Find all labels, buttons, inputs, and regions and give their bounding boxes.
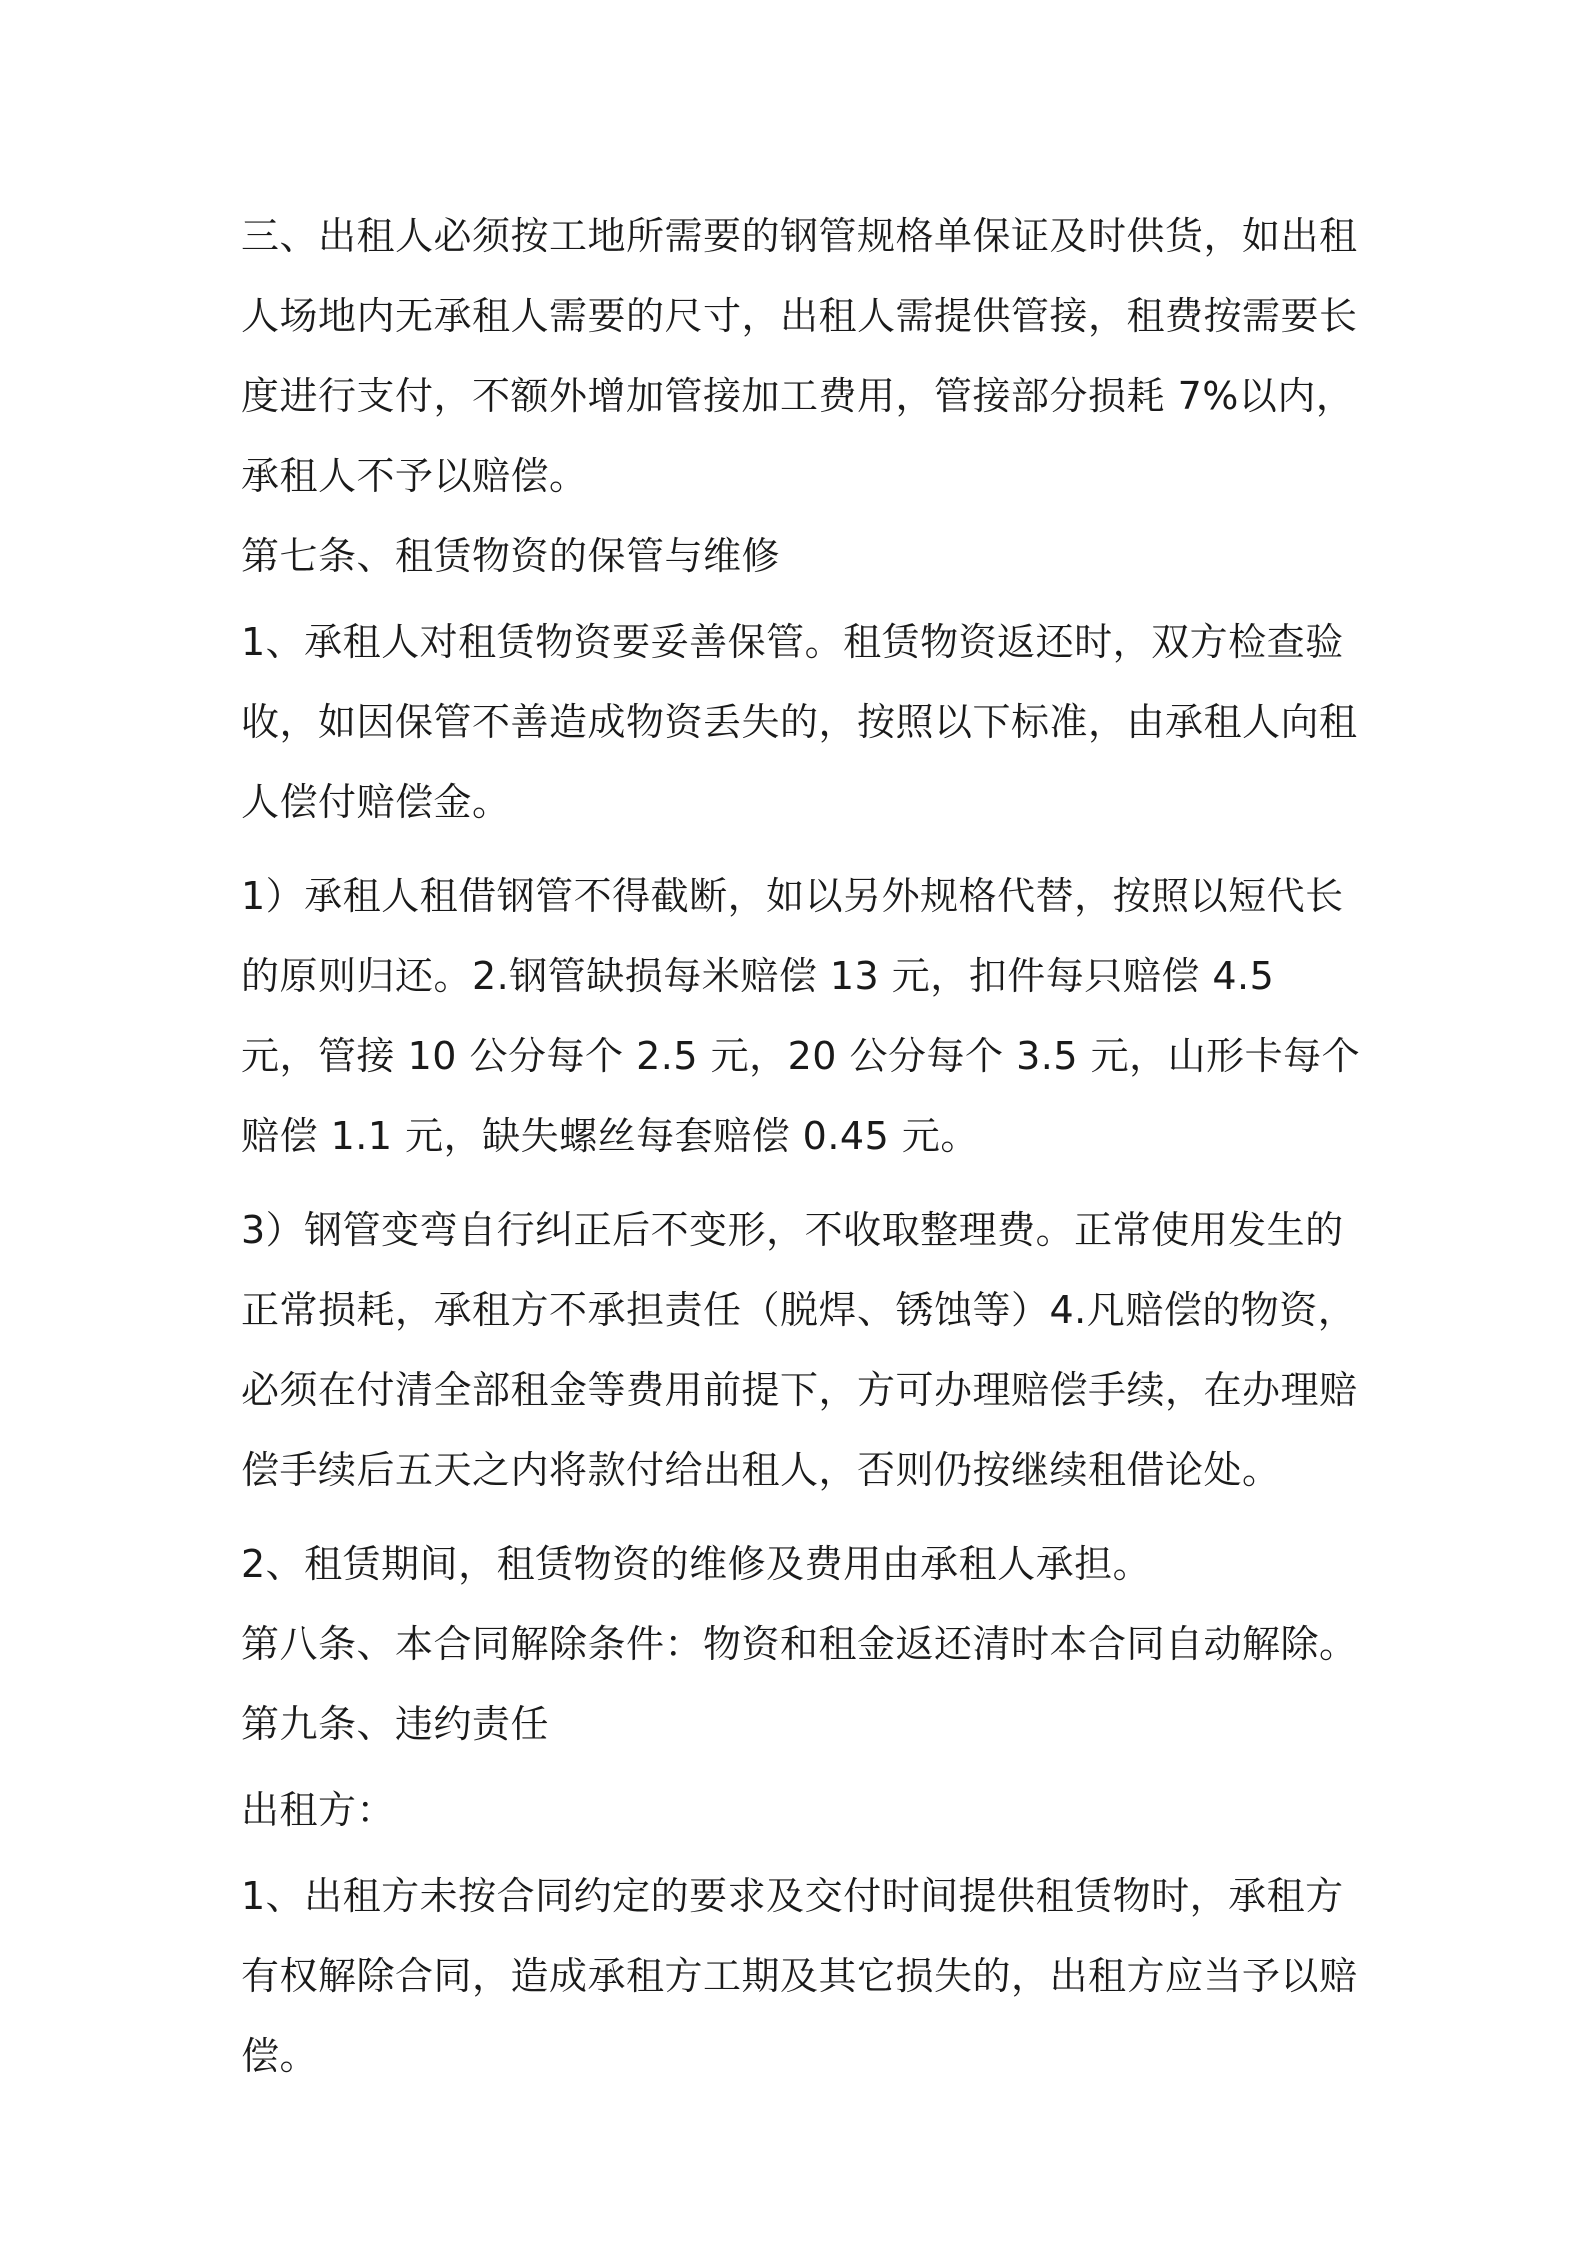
- heading-article-7: 第七条、租赁物资的保管与维修: [241, 534, 781, 578]
- paragraph-compensation-standards: 1）承租人租借钢管不得截断，如以另外规格代替，按照以短代长的原则归还。2.钢管缺损每米赔偿 13 元，扣件每只赔偿 4.5 元，管接 10 公分每个 2.5 元，20 公分每个 3.5 元，山形卡每个赔偿 1.1 元，缺失螺丝每套赔偿 0.45 元。: [241, 874, 1361, 1158]
- label-lessor: 出租方：: [241, 1788, 396, 1832]
- paragraph-clause-3-supply: 三、出租人必须按工地所需要的钢管规格单保证及时供货，如出租人场地内无承租人需要的尺寸，出租人需提供管接，租费按需要长度进行支付，不额外增加管接加工费用，管接部分损耗 7%以内，承租人不予以赔偿。: [241, 214, 1358, 498]
- document-body: [241, 196, 1361, 2096]
- paragraph-item-1-custody: 1、承租人对租赁物资要妥善保管。租赁物资返还时，双方检查验收，如因保管不善造成物资丢失的，按照以下标准，由承租人向租人偿付赔偿金。: [241, 620, 1358, 824]
- paragraph-item-2-maintenance: 2、租赁期间，租赁物资的维修及费用由承租人承担。: [241, 1542, 1152, 1586]
- heading-article-9: 第九条、违约责任: [241, 1702, 550, 1746]
- heading-article-8: 第八条、本合同解除条件：物资和租金返还清时本合同自动解除。: [241, 1622, 1358, 1666]
- paragraph-lessor-item-1: 1、出租方未按合同约定的要求及交付时间提供租赁物时，承租方有权解除合同，造成承租方工期及其它损失的，出租方应当予以赔偿。: [241, 1874, 1358, 2078]
- paragraph-deformation-and-payment: 3）钢管变弯自行纠正后不变形，不收取整理费。正常使用发生的正常损耗，承租方不承担责任（脱焊、锈蚀等）4.凡赔偿的物资，必须在付清全部租金等费用前提下，方可办理赔偿手续，在办理赔偿手续后五天之内将款付给出租人，否则仍按继续租借论处。: [241, 1208, 1358, 1492]
